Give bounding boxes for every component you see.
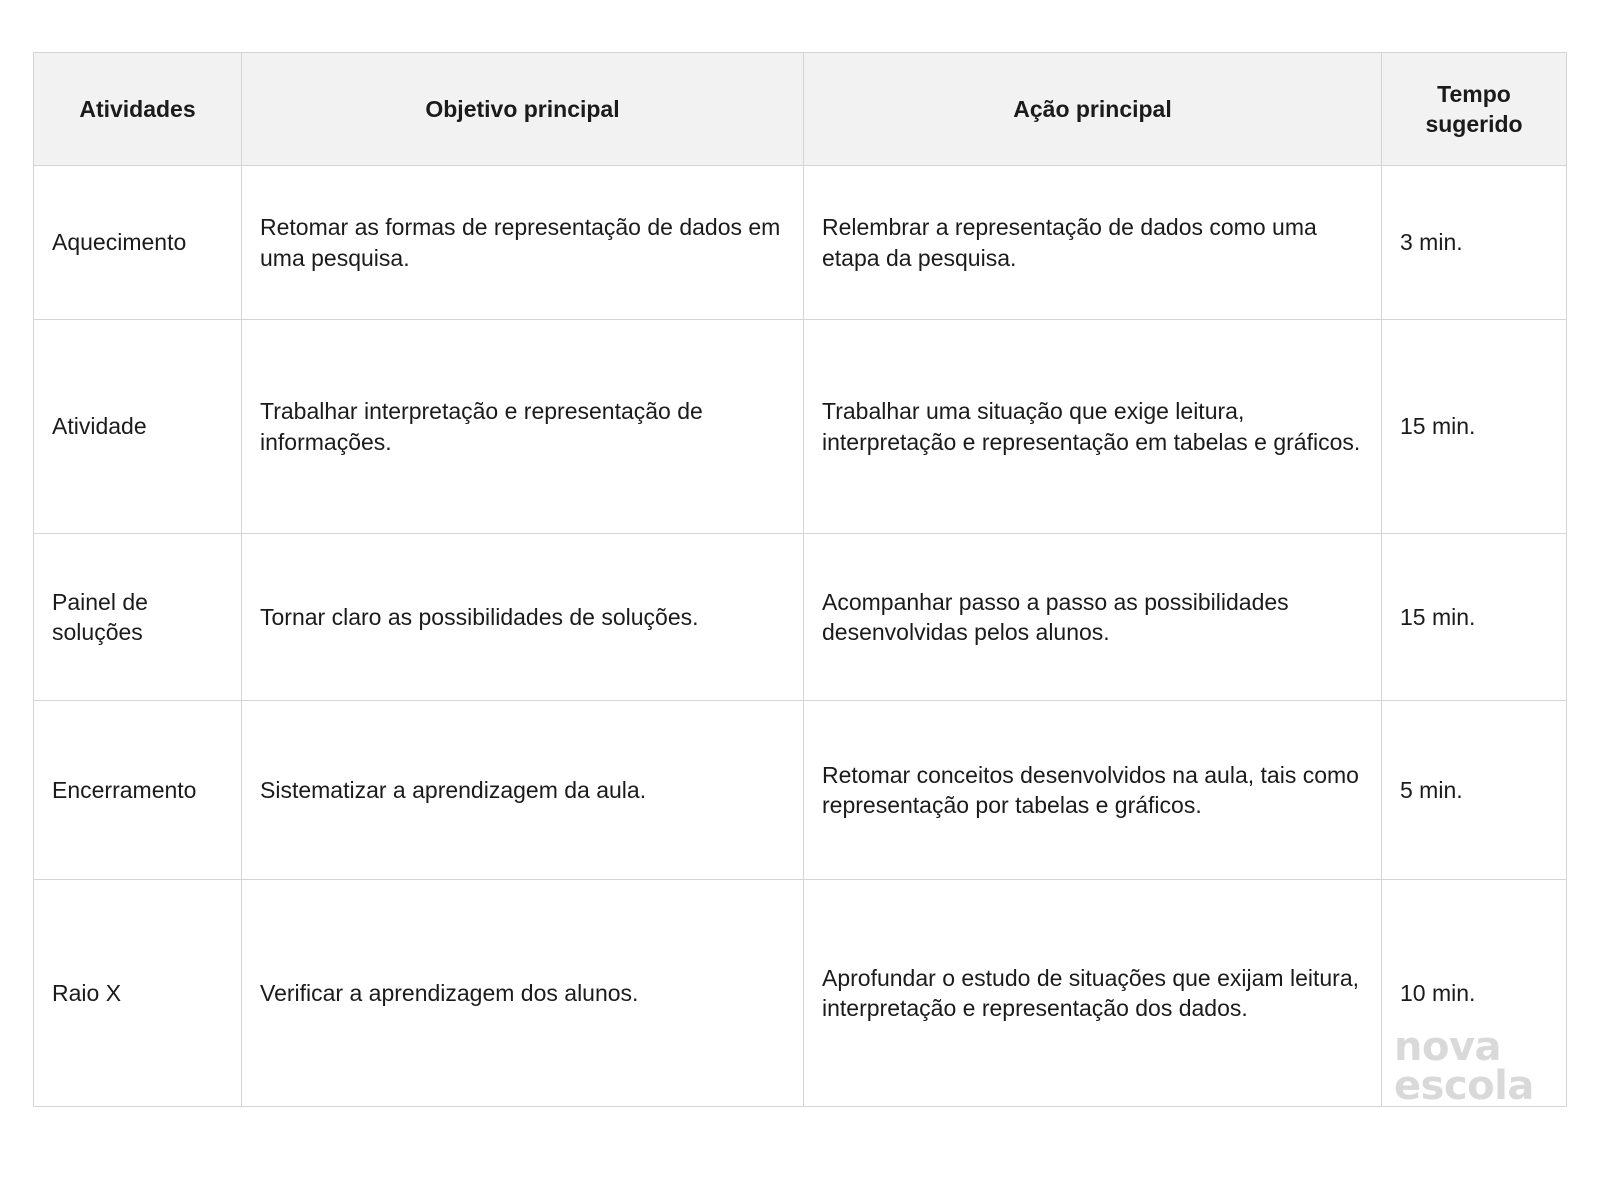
table-header	[34, 53, 1567, 166]
activity-time: 10 min.	[1400, 979, 1476, 1006]
cell-objetivo	[242, 534, 804, 701]
column-header-tempo-sugerido: Tempo sugerido	[1382, 53, 1567, 166]
cell-tempo	[1382, 320, 1567, 534]
activity-action: Acompanhar passo a passo as possibilidades desenvolvidas pelos alunos.	[822, 588, 1289, 645]
activity-action: Retomar conceitos desenvolvidos na aula, tais como representação por tabelas e gráficos.	[822, 761, 1359, 818]
cell-tempo	[1382, 534, 1567, 701]
activity-objective: Sistematizar a aprendizagem da aula.	[260, 776, 647, 803]
cell-objetivo	[242, 880, 804, 1107]
cell-objetivo	[242, 701, 804, 880]
cell-tempo	[1382, 166, 1567, 320]
cell-acao	[804, 534, 1382, 701]
activity-action: Aprofundar o estudo de situações que exijam leitura, interpretação e representação dos dados.	[822, 964, 1359, 1021]
activity-action: Relembrar a representação de dados como uma etapa da pesquisa.	[822, 214, 1317, 271]
logo-line-2: escola	[1394, 1063, 1534, 1110]
table-header-row	[34, 53, 1567, 166]
lesson-plan-table	[33, 52, 1567, 1110]
table-row	[34, 166, 1567, 320]
schedule-table-container	[33, 52, 1566, 1110]
activity-objective: Verificar a aprendizagem dos alunos.	[260, 979, 639, 1006]
cell-tempo	[1382, 701, 1567, 880]
activity-objective: Retomar as formas de representação de dados em uma pesquisa.	[260, 214, 781, 271]
table-row	[34, 534, 1567, 701]
activity-time: 15 min.	[1400, 603, 1476, 630]
column-header-acao-principal: Ação principal	[804, 53, 1382, 166]
cell-atividade	[34, 320, 242, 534]
activity-name: Painel de soluções	[52, 588, 148, 645]
activity-name: Aquecimento	[52, 229, 187, 256]
column-header-objetivo-principal: Objetivo principal	[242, 53, 804, 166]
logo-line-1: nova	[1394, 1024, 1502, 1070]
table-row	[34, 880, 1567, 1107]
cell-acao	[804, 701, 1382, 880]
column-header-atividades: Atividades	[34, 53, 242, 166]
activity-time: 5 min.	[1400, 776, 1463, 803]
activity-time: 3 min.	[1400, 229, 1463, 256]
cell-objetivo	[242, 166, 804, 320]
table-body	[34, 166, 1567, 1110]
activity-name: Raio X	[52, 979, 122, 1006]
activity-name: Encerramento	[52, 776, 197, 803]
cell-acao	[804, 880, 1382, 1107]
cell-objetivo	[242, 320, 804, 534]
nova-escola-logo	[1394, 1024, 1544, 1110]
cell-atividade	[34, 880, 242, 1107]
activity-action: Trabalhar uma situação que exige leitura, interpretação e representação em tabelas e gráficos.	[822, 398, 1361, 455]
cell-acao	[804, 320, 1382, 534]
cell-acao	[804, 166, 1382, 320]
activity-time: 15 min.	[1400, 413, 1476, 440]
activity-objective: Tornar claro as possibilidades de soluções.	[260, 603, 699, 630]
activity-objective: Trabalhar interpretação e representação de informações.	[260, 398, 703, 455]
table-row	[34, 701, 1567, 880]
cell-atividade	[34, 701, 242, 880]
table-row	[34, 320, 1567, 534]
cell-atividade	[34, 166, 242, 320]
activity-name: Atividade	[52, 413, 147, 440]
cell-atividade	[34, 534, 242, 701]
